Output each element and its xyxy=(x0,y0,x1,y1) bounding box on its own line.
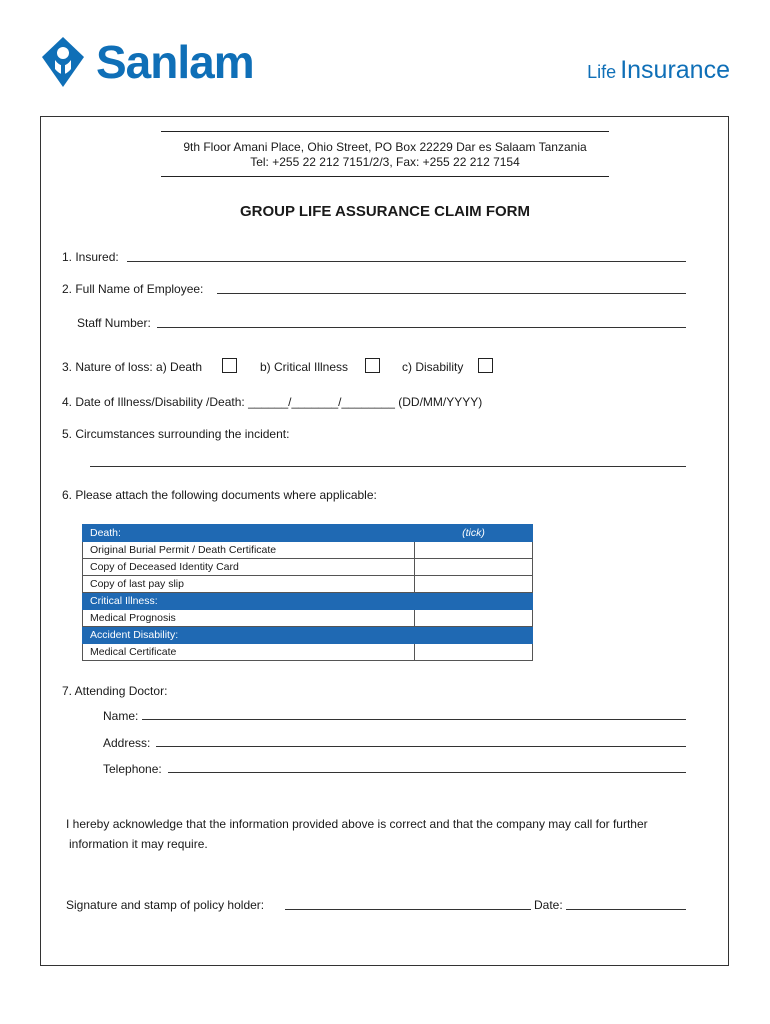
insured-label: 1. Insured: xyxy=(62,250,119,264)
table-row xyxy=(83,576,533,593)
death-checkbox[interactable] xyxy=(222,358,237,373)
signature-label: Signature and stamp of policy holder: xyxy=(66,898,265,912)
doctor-name-label: Name: xyxy=(103,709,139,723)
date-of-loss-field[interactable]: 4. Date of Illness/Disability /Death: ______/_______/________ (DD/MM/YYYY) xyxy=(62,395,483,409)
circumstances-field[interactable] xyxy=(90,466,686,467)
doctor-telephone-field[interactable] xyxy=(168,772,686,773)
employee-name-label: 2. Full Name of Employee: xyxy=(62,282,204,296)
document-label: Original Burial Permit / Death Certificate xyxy=(83,542,415,559)
document-label: Medical Prognosis xyxy=(83,610,415,627)
table-section-header xyxy=(83,627,533,644)
form-title: GROUP LIFE ASSURANCE CLAIM FORM xyxy=(239,203,530,220)
document-label: Death: xyxy=(83,525,415,542)
address-line-2: Tel: +255 22 212 7151/2/3, Fax: +255 22 212 7154 xyxy=(250,155,520,169)
insured-field[interactable] xyxy=(127,261,686,262)
address-bottom-rule xyxy=(161,176,609,177)
nature-of-loss-label: 3. Nature of loss: a) Death xyxy=(62,360,203,374)
tagline-insurance: Insurance xyxy=(620,56,730,84)
signature-date-label: Date: xyxy=(534,898,563,912)
address-top-rule xyxy=(161,131,609,132)
table-row xyxy=(83,610,533,627)
table-section-header xyxy=(83,593,533,610)
attach-documents-label: 6. Please attach the following documents where applicable: xyxy=(62,488,377,502)
address-line-1: 9th Floor Amani Place, Ohio Street, PO Box 22229 Dar es Salaam Tanzania xyxy=(183,140,587,154)
staff-number-label: Staff Number: xyxy=(77,316,151,330)
tagline-life: Life xyxy=(587,62,617,82)
brand-name: Sanlam xyxy=(96,36,254,88)
document-label: Copy of Deceased Identity Card xyxy=(83,559,415,576)
tick-cell[interactable] xyxy=(415,576,533,593)
sanlam-shield-icon xyxy=(40,35,86,89)
table-section-header xyxy=(83,525,533,542)
critical-illness-checkbox[interactable] xyxy=(365,358,380,373)
tick-cell[interactable] xyxy=(415,610,533,627)
table-row xyxy=(83,644,533,661)
table-row xyxy=(83,559,533,576)
tick-cell xyxy=(415,593,533,610)
document-label: Copy of last pay slip xyxy=(83,576,415,593)
document-label: Medical Certificate xyxy=(83,644,415,661)
table-row xyxy=(83,542,533,559)
employee-name-field[interactable] xyxy=(217,293,686,294)
tick-cell xyxy=(415,627,533,644)
tick-column-header: (tick) xyxy=(415,525,533,542)
document-label: Accident Disability: xyxy=(83,627,415,644)
circumstances-label: 5. Circumstances surrounding the incident: xyxy=(62,427,290,441)
doctor-telephone-label: Telephone: xyxy=(103,762,162,776)
tick-cell[interactable] xyxy=(415,644,533,661)
acknowledgement-line-1: I hereby acknowledge that the information provided above is correct and that the company may call for further xyxy=(66,817,648,831)
sanlam-logo xyxy=(40,34,254,90)
signature-date-field[interactable] xyxy=(566,909,686,910)
doctor-address-label: Address: xyxy=(103,736,151,750)
signature-field[interactable] xyxy=(285,909,531,910)
doctor-address-field[interactable] xyxy=(156,746,686,747)
disability-checkbox[interactable] xyxy=(478,358,493,373)
attending-doctor-label: 7. Attending Doctor: xyxy=(62,684,168,698)
life-insurance-tagline xyxy=(587,56,730,85)
critical-illness-label: b) Critical Illness xyxy=(260,360,349,374)
staff-number-field[interactable] xyxy=(157,327,686,328)
document-label: Critical Illness: xyxy=(83,593,415,610)
documents-table xyxy=(82,524,533,661)
tick-cell[interactable] xyxy=(415,542,533,559)
acknowledgement-line-2: information it may require. xyxy=(69,837,208,851)
doctor-name-field[interactable] xyxy=(142,719,686,720)
disability-label: c) Disability xyxy=(402,360,464,374)
tick-cell[interactable] xyxy=(415,559,533,576)
